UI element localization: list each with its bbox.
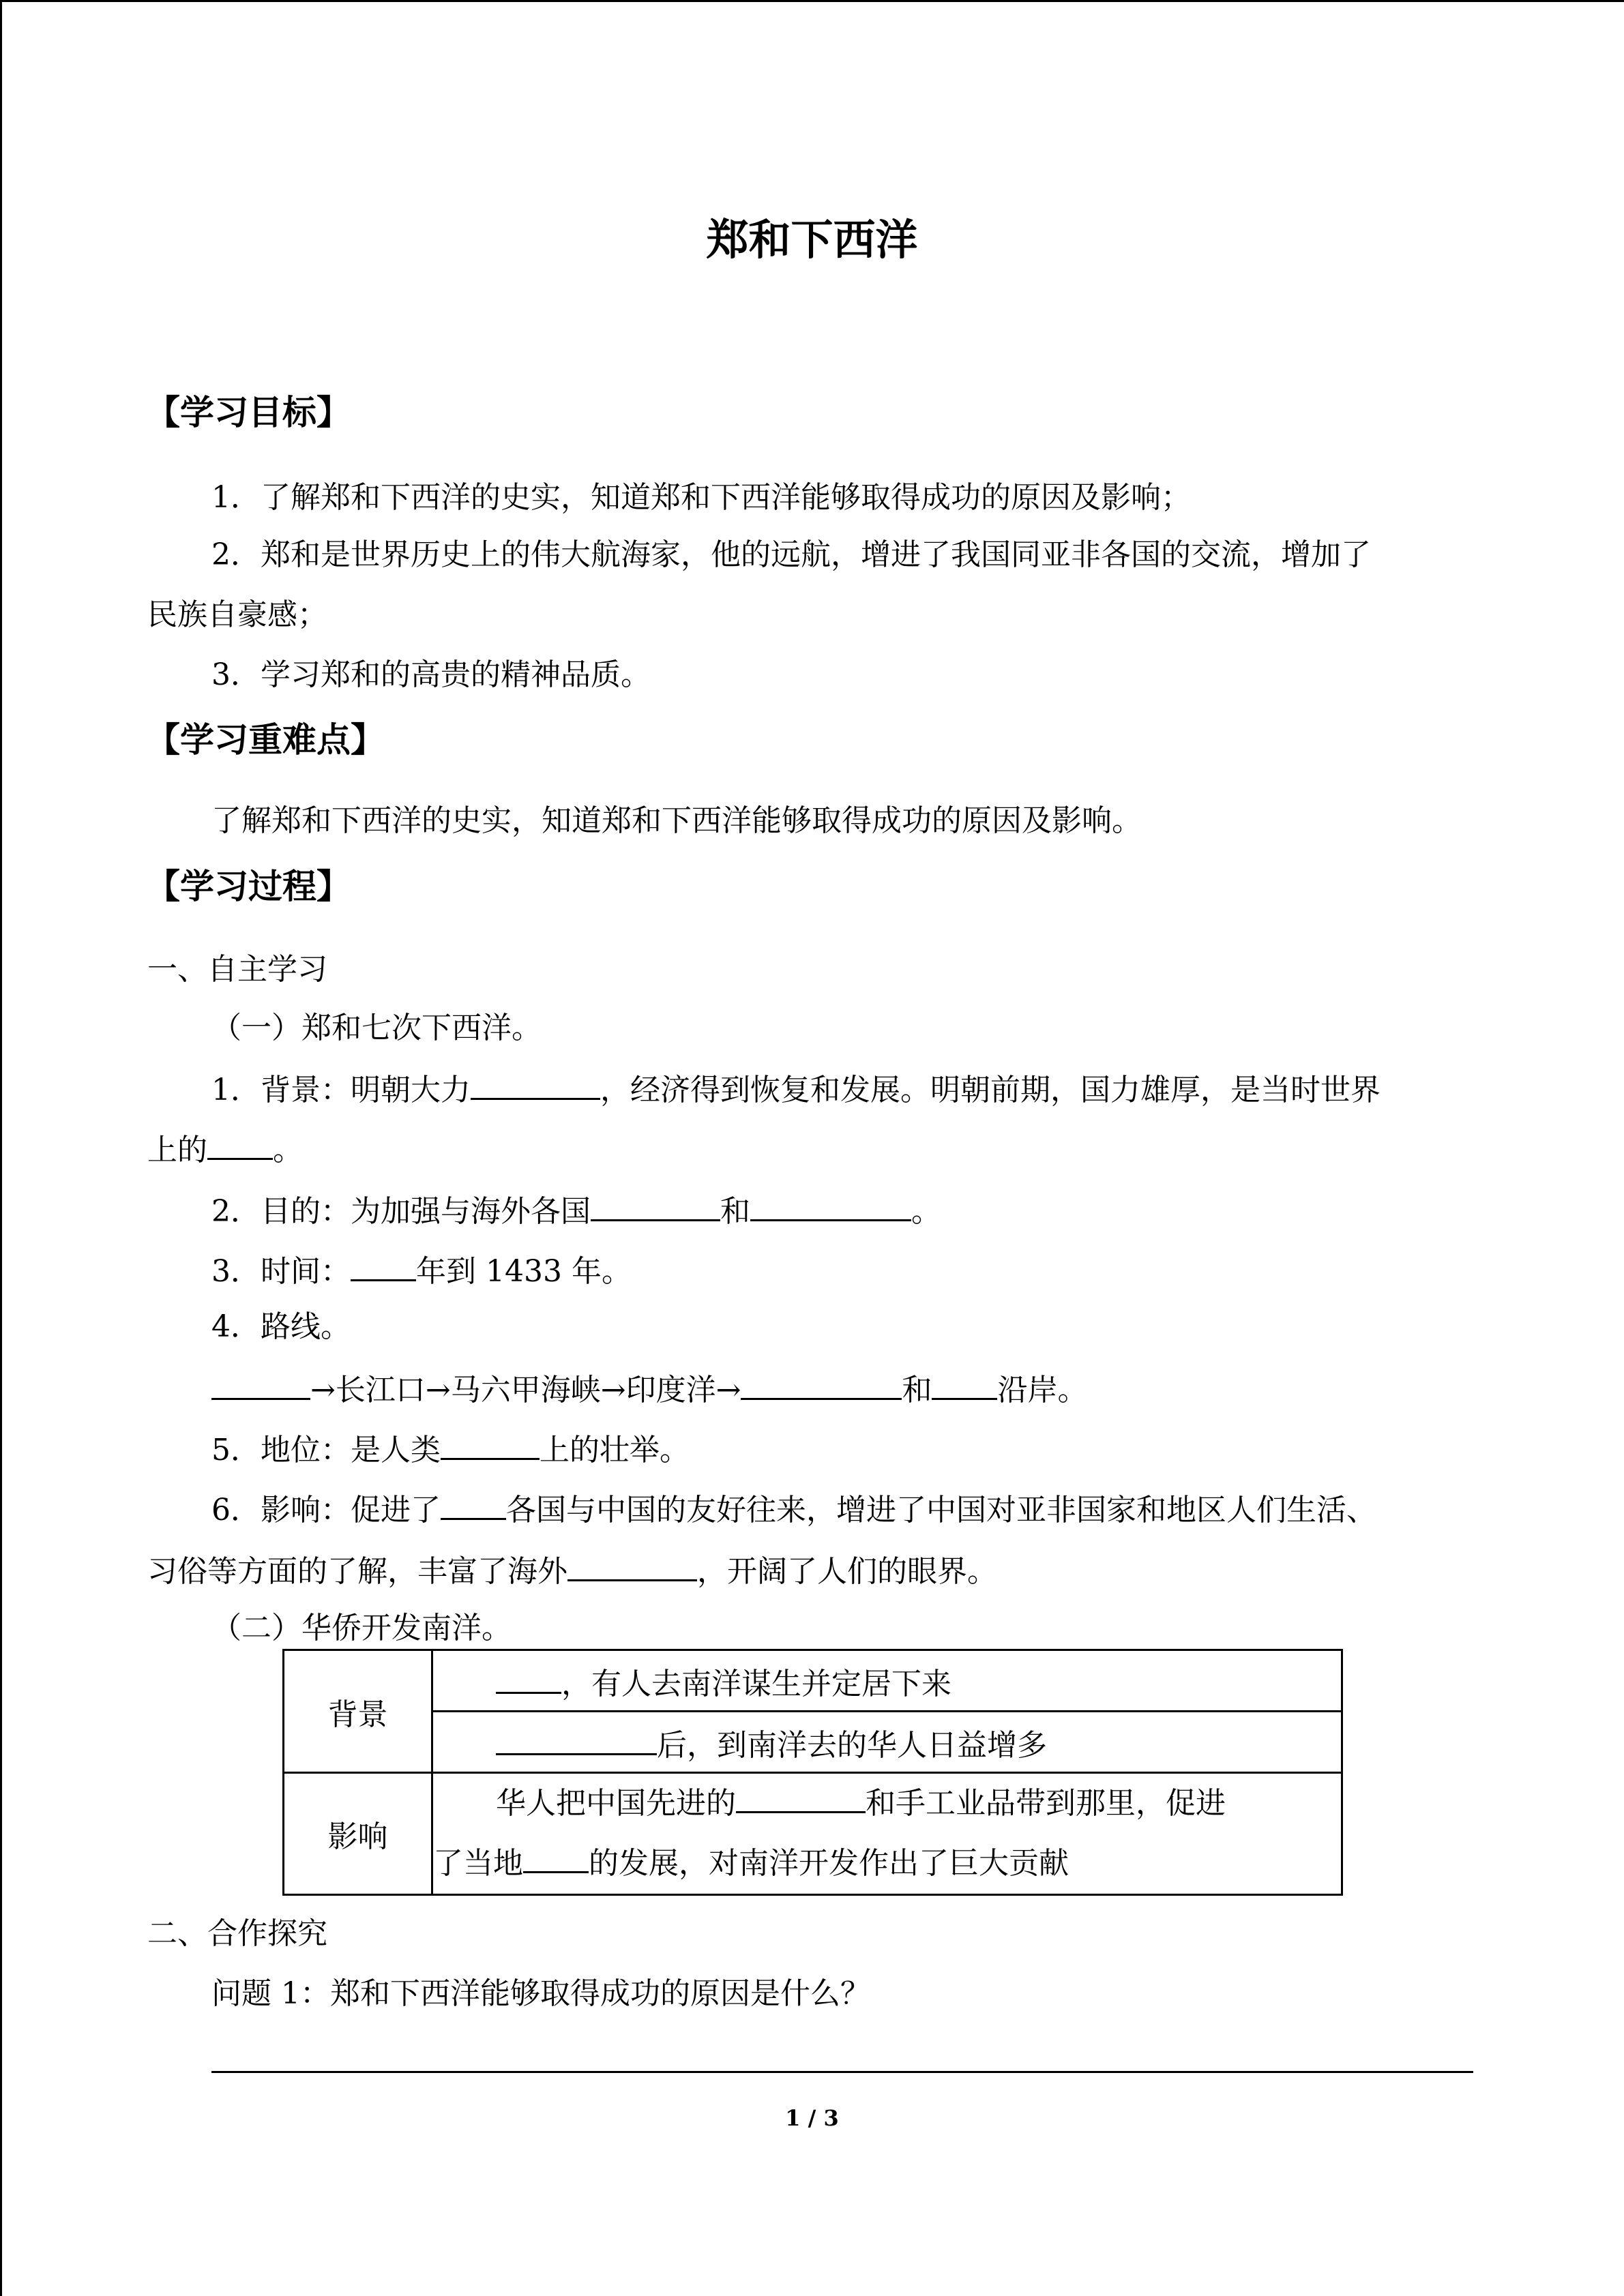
heading-goals: 【学习目标】 [146, 393, 351, 432]
blank[interactable] [471, 1065, 600, 1100]
goal-3: 3．学习郑和的高贵的精神品质。 [211, 657, 651, 692]
blank[interactable] [441, 1485, 506, 1520]
blank[interactable] [496, 1720, 657, 1755]
blank[interactable] [591, 1187, 720, 1221]
page-number: 1 / 3 [785, 2105, 839, 2131]
blank[interactable] [750, 1187, 911, 1221]
blank[interactable] [567, 1547, 697, 1581]
section-1-title: 一、自主学习 [147, 952, 327, 987]
blank[interactable] [211, 1365, 310, 1400]
heading-key-points: 【学习重难点】 [146, 720, 385, 760]
q2-line: 2．目的：为加强与海外各国 和 。 [211, 1187, 941, 1234]
q3-line: 3．时间： 年到 1433 年。 [211, 1247, 632, 1294]
blank[interactable] [932, 1365, 997, 1400]
q1-line-cont: 上的 。 [147, 1125, 303, 1172]
q4-line: 4．路线。 [211, 1309, 351, 1344]
q5-line: 5．地位：是人类 上的壮举。 [211, 1425, 690, 1472]
q6-line-cont: 习俗等方面的了解，丰富了海外 ，开阔了人们的眼界。 [147, 1547, 997, 1594]
route-line: →长江口→马六甲海峡→印度洋→ 和 沿岸。 [211, 1365, 1087, 1412]
page-title: 郑和下西洋 [706, 215, 918, 265]
subsection-1-title: （一）郑和七次下西洋。 [211, 1011, 542, 1045]
goal-2: 2．郑和是世界历史上的伟大航海家，他的远航，增进了我国同亚非各国的交流，增加了 [211, 537, 1371, 572]
blank[interactable] [741, 1365, 902, 1400]
overseas-chinese-table [282, 1649, 1343, 1896]
q6-line: 6．影响：促进了 各国与中国的友好往来，增进了中国对亚非国家和地区人们生活、 [211, 1485, 1376, 1532]
q1-line: 1．背景：明朝大力 ，经济得到恢复和发展。明朝前期，国力雄厚，是当时世界 [211, 1065, 1381, 1112]
blank[interactable] [351, 1247, 416, 1281]
footer-divider [211, 2071, 1473, 2073]
blank[interactable] [496, 1659, 561, 1694]
cooperative-question-1: 问题 1：郑和下西洋能够取得成功的原因是什么？ [211, 1976, 870, 2011]
table-label-background: 背景 [284, 1650, 432, 1773]
table-cell: 华人把中国先进的 和手工业品带到那里，促进 了当地 的发展，对南洋开发作出了巨大贡献 [432, 1773, 1342, 1895]
heading-process: 【学习过程】 [146, 867, 351, 906]
subsection-2-title: （二）华侨开发南洋。 [211, 1611, 512, 1645]
section-2-title: 二、合作探究 [147, 1916, 327, 1951]
table-cell: ，有人去南洋谋生并定居下来 [432, 1650, 1342, 1712]
table-cell: 后，到南洋去的华人日益增多 [432, 1712, 1342, 1773]
blank[interactable] [441, 1425, 540, 1460]
blank[interactable] [523, 1838, 589, 1873]
blank[interactable] [207, 1125, 273, 1160]
table-label-influence: 影响 [284, 1773, 432, 1895]
blank[interactable] [736, 1778, 866, 1813]
goal-1: 1．了解郑和下西洋的史实，知道郑和下西洋能够取得成功的原因及影响； [211, 480, 1191, 515]
goal-2-cont: 民族自豪感； [147, 597, 327, 632]
key-points-text: 了解郑和下西洋的史实，知道郑和下西洋能够取得成功的原因及影响。 [211, 803, 1142, 838]
